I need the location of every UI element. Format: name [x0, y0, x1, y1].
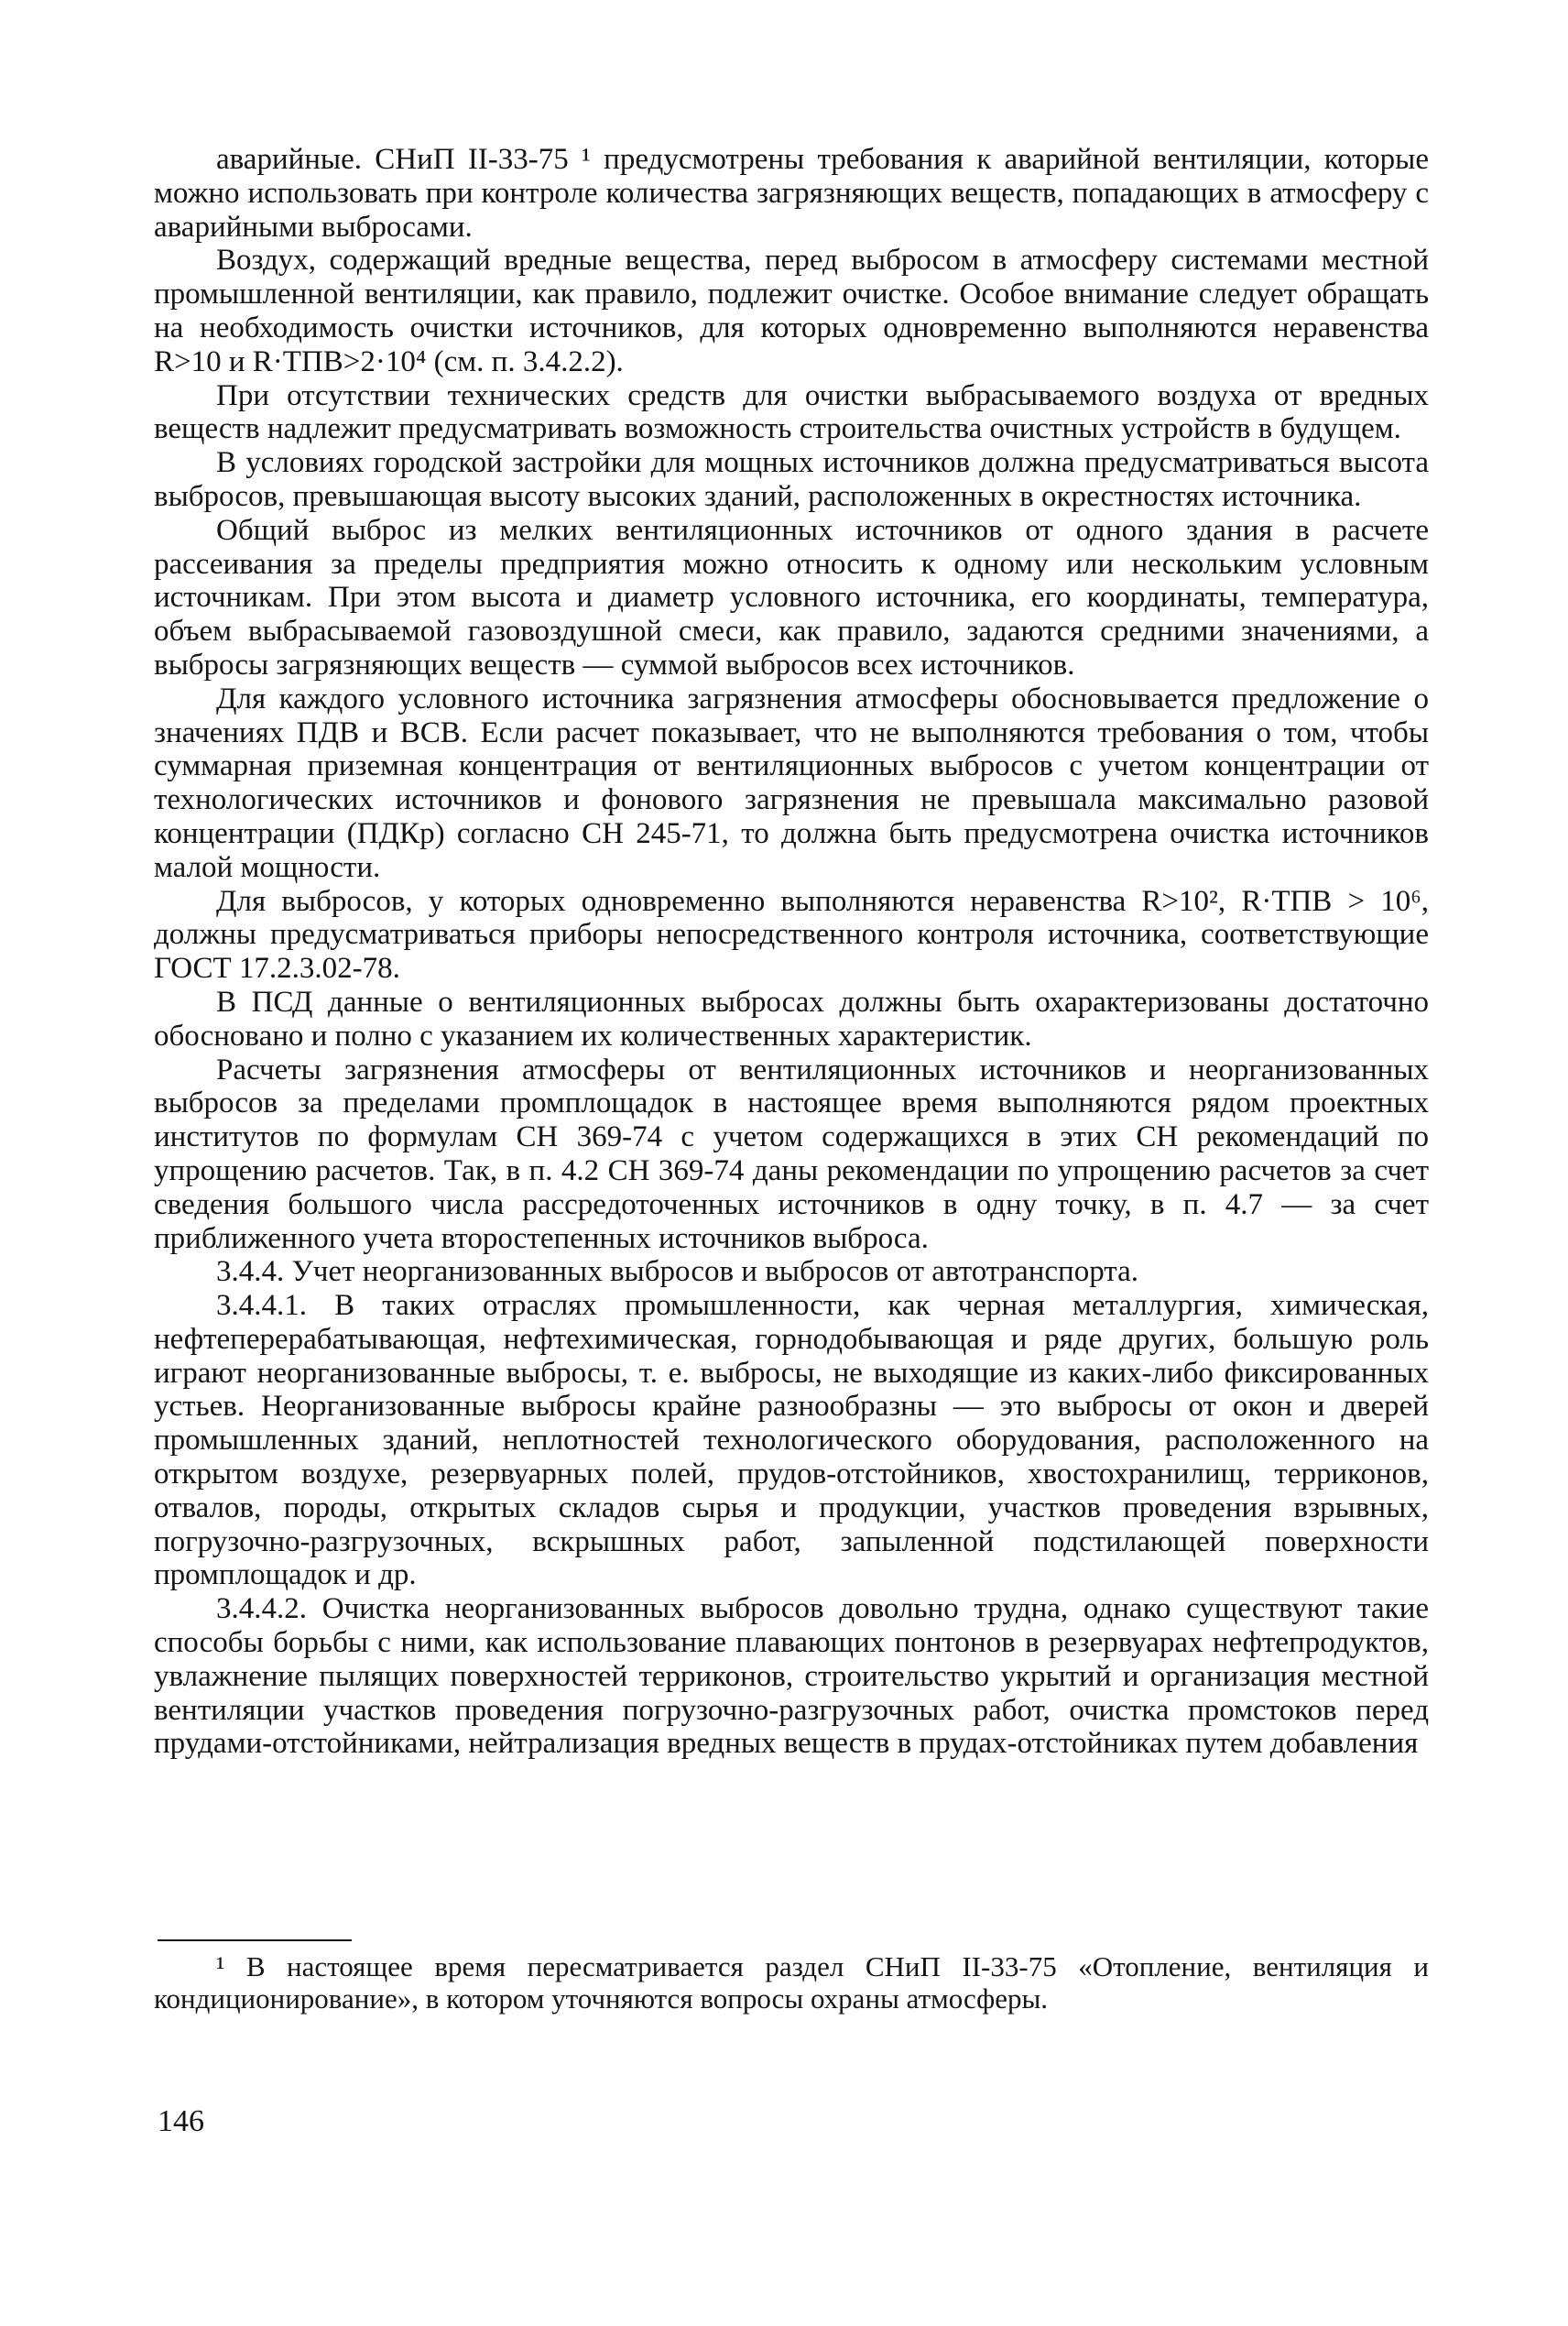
page-body: [154, 143, 1429, 1761]
paragraph-no-cleaning-means: При отсутствии технических средств для очистки выбрасываемого воздуха от вредных веществ надлежит предусматривать возможность строительства очистных устройств в будущем.: [154, 378, 1429, 446]
paragraph-urban-development: В условиях городской застройки для мощных источников должна предусматриваться высота выбросов, превышающая высоту высоких зданий, расположенных в окрестностях источника.: [154, 446, 1429, 513]
paragraph-3-4-4-2: 3.4.4.2. Очистка неорганизованных выбросов довольно трудна, однако существуют такие способы борьбы с ними, как использование плавающих понтонов в резервуарах нефтепродуктов, увлажнение пылящих поверхностей терриконов, строительство укрытий и организация местной вентиляции участков проведения погрузочно-разгрузочных работ, очистка промстоков перед прудами-отстойниками, нейтрализация вредных веществ в прудах-отстойниках путем добавления: [154, 1592, 1429, 1761]
paragraph-pdv-vsv: Для каждого условного источника загрязнения атмосферы обосновывается предложение о значениях ПДВ и ВСВ. Если расчет показывает, что не выполняются требования о том, чтобы суммарная приземная концентрация от вентиляционных выбросов с учетом концентрации от технологических источников и фонового загрязнения не превышала максимально разовой концентрации (ПДКр) согласно СН 245-71, то должна быть предусмотрена очистка источников малой мощности.: [154, 682, 1429, 884]
page-number: 146: [158, 2104, 204, 2138]
paragraph-psd-data: В ПСД данные о вентиляционных выбросах должны быть охарактеризованы достаточно обосновано и полно с указанием их количественных характеристик.: [154, 985, 1429, 1053]
paragraph-calculations: Расчеты загрязнения атмосферы от вентиляционных источников и неорганизованных выбросов за пределами промплощадок в настоящее время выполняются рядом проектных институтов по формулам СН 369-74 с учетом содержащихся в этих СН рекомендаций по упрощению расчетов. Так, в п. 4.2 СН 369-74 даны рекомендации по упрощению расчетов за счет сведения большого числа рассредоточенных источников в одну точку, в п. 4.7 — за счет приближенного учета второстепенных источников выброса.: [154, 1053, 1429, 1255]
paragraph-conditional-source: Общий выброс из мелких вентиляционных источников от одного здания в расчете рассеивания за пределы предприятия можно относить к одному или нескольким условным источникам. При этом высота и диаметр условного источника, его координаты, температура, объем выбрасываемой газовоздушной смеси, как правило, задаются средними значениями, а выбросы загрязняющих веществ — суммой выбросов всех источников.: [154, 513, 1429, 682]
paragraph-emergency-ventilation: аварийные. СНиП II-33-75 ¹ предусмотрены требования к аварийной вентиляции, которые можно использовать при контроле количества загрязняющих веществ, попадающих в атмосферу с аварийными выбросами.: [154, 143, 1429, 244]
footnote: ¹ В настоящее время пересматривается раздел СНиП II-33-75 «Отопление, вентиляция и кондиционирование», в котором уточняются вопросы охраны атмосферы.: [154, 1950, 1429, 2015]
footnote-divider: [158, 1939, 352, 1941]
section-heading-3-4-4: 3.4.4. Учет неорганизованных выбросов и выбросов от автотранспорта.: [216, 1255, 1138, 1289]
paragraph-control-devices: Для выбросов, у которых одновременно выполняются неравенства R>10², R·ТПВ > 10⁶, должны предусматриваться приборы непосредственного контроля источника, соответствующие ГОСТ 17.2.3.02-78.: [154, 884, 1429, 986]
paragraph-air-cleaning: Воздух, содержащий вредные вещества, перед выбросом в атмосферу системами местной промышленной вентиляции, как правило, подлежит очистке. Особое внимание следует обращать на необходимость очистки источников, для которых одновременно выполняются неравенства R>10 и R·ТПВ>2·10⁴ (см. п. 3.4.2.2).: [154, 244, 1429, 378]
paragraph-3-4-4-1: 3.4.4.1. В таких отраслях промышленности, как черная металлургия, химическая, нефтеперерабатывающая, нефтехимическая, горнодобывающая и ряде других, большую роль играют неорганизованные выбросы, т. е. выбросы, не выходящие из каких-либо фиксированных устьев. Неорганизованные выбросы крайне разнообразны — это выбросы от окон и дверей промышленных зданий, неплотностей технологического оборудования, расположенного на открытом воздухе, резервуарных полей, прудов-отстойников, хвостохранилищ, терриконов, отвалов, породы, открытых складов сырья и продукции, участков проведения взрывных, погрузочно-разгрузочных, вскрышных работ, запыленной подстилающей поверхности промплощадок и др.: [154, 1289, 1429, 1592]
